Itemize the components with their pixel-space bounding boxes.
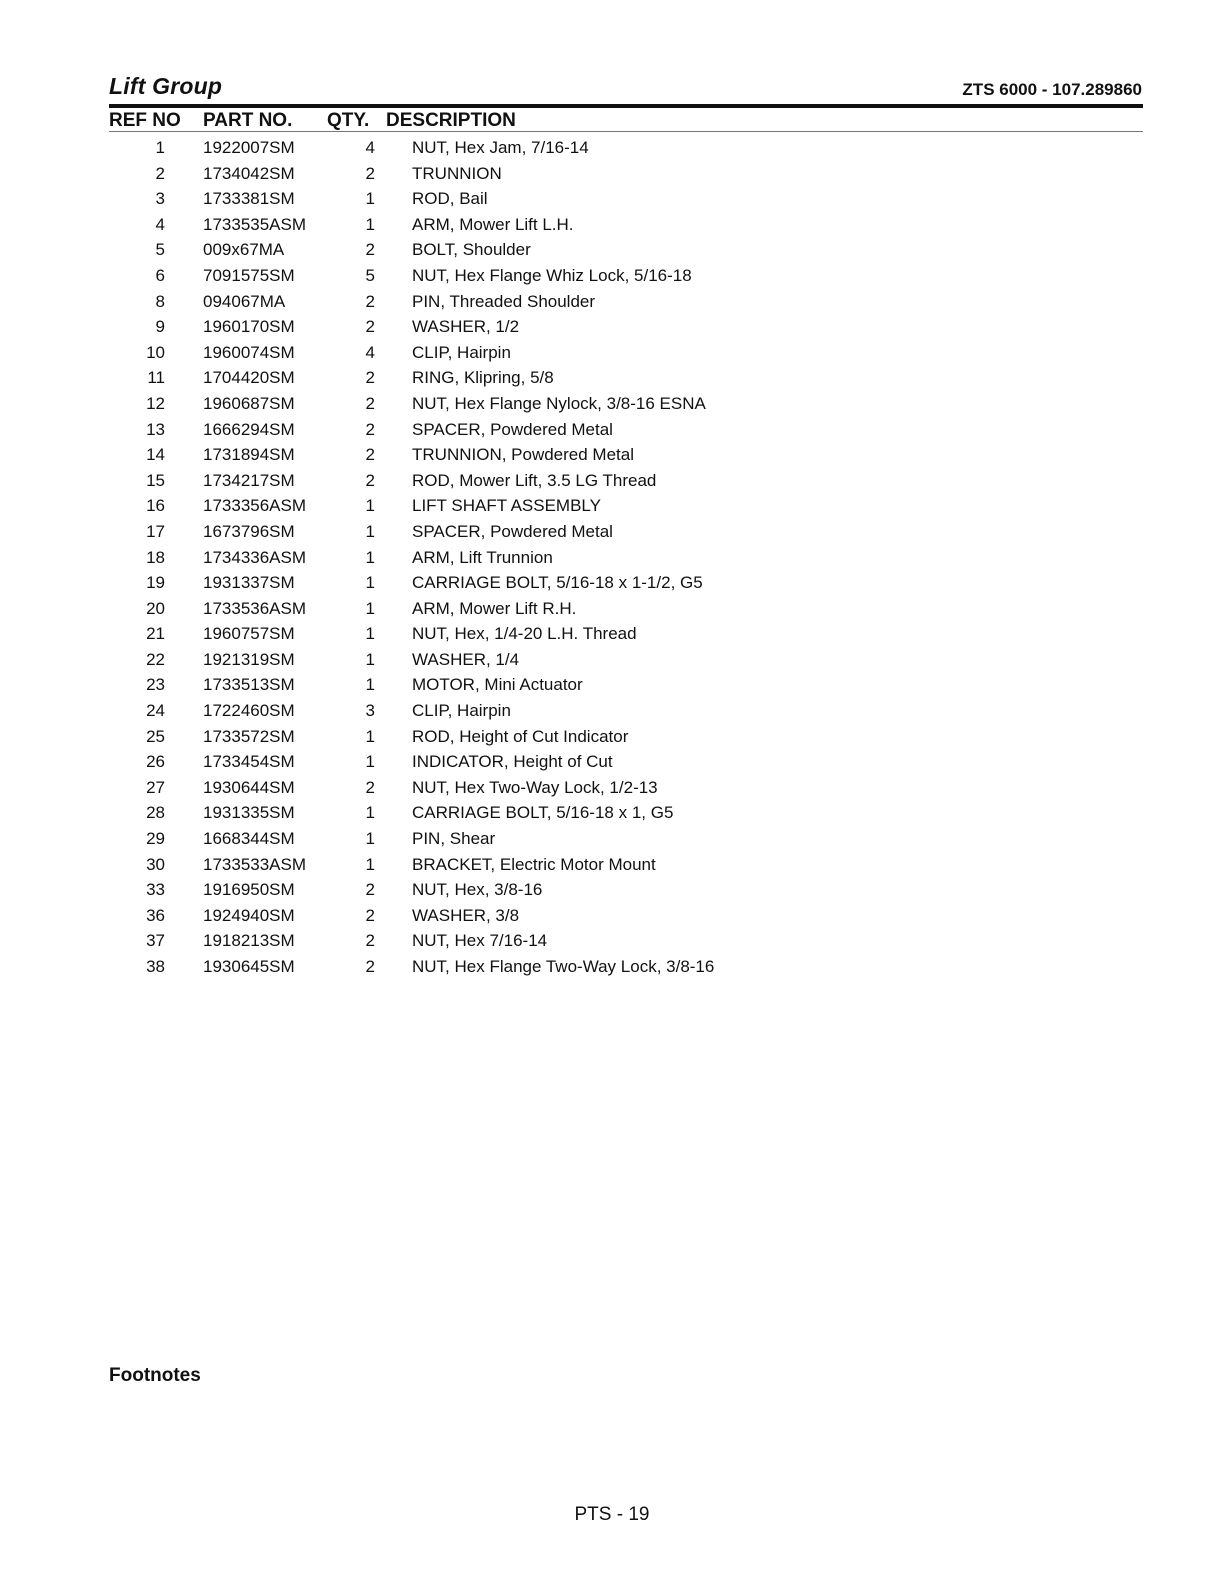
- model-number: ZTS 6000 - 107.289860: [962, 80, 1142, 99]
- description-cell: ROD, Height of Cut Indicator: [412, 726, 629, 746]
- table-row: [109, 392, 1143, 418]
- qty-cell: 2: [365, 240, 375, 260]
- part-no-cell: 1733533ASM: [203, 854, 307, 874]
- table-row: [109, 469, 1143, 495]
- ref-no-cell: 9: [155, 317, 165, 337]
- ref-no-cell: 33: [146, 880, 165, 900]
- table-row: [109, 571, 1143, 597]
- part-no-cell: 1960757SM: [203, 624, 295, 644]
- part-no-cell: 1733454SM: [203, 752, 295, 772]
- qty-cell: 1: [365, 189, 375, 209]
- table-row: [109, 955, 1143, 981]
- description-cell: NUT, Hex Two-Way Lock, 1/2-13: [412, 777, 658, 797]
- part-no-cell: 1733572SM: [203, 726, 295, 746]
- qty-cell: 1: [365, 214, 375, 234]
- part-no-cell: 094067MA: [203, 291, 286, 311]
- table-row: [109, 699, 1143, 725]
- table-row: [109, 725, 1143, 751]
- qty-cell: 2: [365, 419, 375, 439]
- ref-no-cell: 23: [146, 675, 165, 695]
- part-no-cell: 1734336ASM: [203, 547, 307, 567]
- table-row: [109, 750, 1143, 776]
- qty-cell: 2: [365, 368, 375, 388]
- qty-cell: 2: [365, 163, 375, 183]
- part-no-cell: 1733513SM: [203, 675, 295, 695]
- table-row: [109, 315, 1143, 341]
- table-row: [109, 494, 1143, 520]
- description-cell: NUT, Hex Flange Whiz Lock, 5/16-18: [412, 265, 692, 285]
- part-no-cell: 1668344SM: [203, 829, 295, 849]
- description-cell: TRUNNION: [412, 163, 502, 183]
- ref-no-cell: 11: [147, 368, 165, 388]
- ref-no-cell: 19: [146, 573, 165, 593]
- ref-no-cell: 38: [146, 957, 165, 976]
- qty-cell: 1: [365, 649, 375, 669]
- qty-cell: 4: [365, 342, 375, 362]
- qty-cell: 1: [365, 624, 375, 644]
- part-no-cell: 1931335SM: [203, 803, 295, 823]
- description-cell: MOTOR, Mini Actuator: [412, 675, 583, 695]
- qty-cell: 1: [365, 854, 375, 874]
- ref-no-cell: 1: [155, 138, 165, 157]
- table-row: [109, 776, 1143, 802]
- footnotes-heading: Footnotes: [109, 1365, 201, 1386]
- part-no-cell: 1731894SM: [203, 445, 295, 465]
- description-cell: BOLT, Shoulder: [412, 240, 531, 260]
- description-cell: WASHER, 3/8: [412, 905, 520, 925]
- header-divider: [109, 131, 1143, 132]
- qty-cell: 1: [365, 829, 375, 849]
- ref-no-cell: 6: [155, 265, 165, 285]
- table-row: [109, 597, 1143, 623]
- ref-no-cell: 29: [146, 829, 165, 849]
- ref-no-cell: 30: [146, 854, 165, 874]
- description-cell: LIFT SHAFT ASSEMBLY: [412, 496, 601, 516]
- table-row: [109, 238, 1143, 264]
- description-cell: BRACKET, Electric Motor Mount: [412, 854, 656, 874]
- column-header-qty: QTY.: [327, 110, 370, 131]
- ref-no-cell: 17: [146, 521, 165, 541]
- qty-cell: 1: [365, 675, 375, 695]
- part-no-cell: 1930645SM: [203, 957, 295, 976]
- table-row: [109, 904, 1143, 930]
- ref-no-cell: 13: [146, 419, 165, 439]
- table-row: [109, 648, 1143, 674]
- ref-no-cell: 10: [146, 342, 165, 362]
- table-row: [109, 801, 1143, 827]
- description-cell: ARM, Mower Lift R.H.: [412, 598, 577, 618]
- description-cell: PIN, Threaded Shoulder: [412, 291, 596, 311]
- column-header-part-no: PART NO.: [203, 110, 293, 131]
- ref-no-cell: 25: [146, 726, 165, 746]
- qty-cell: 5: [365, 265, 375, 285]
- description-cell: NUT, Hex Flange Nylock, 3/8-16 ESNA: [412, 393, 706, 413]
- ref-no-cell: 37: [146, 931, 165, 951]
- qty-cell: 2: [365, 445, 375, 465]
- ref-no-cell: 26: [146, 752, 165, 772]
- part-no-cell: 1922007SM: [203, 138, 295, 157]
- table-row: [109, 622, 1143, 648]
- description-cell: NUT, Hex, 3/8-16: [412, 880, 543, 900]
- ref-no-cell: 8: [155, 291, 165, 311]
- ref-no-cell: 16: [146, 496, 165, 516]
- table-row: [109, 264, 1143, 290]
- description-cell: NUT, Hex Flange Two-Way Lock, 3/8-16: [412, 957, 715, 976]
- table-row: [109, 162, 1143, 188]
- qty-cell: 2: [365, 291, 375, 311]
- description-cell: SPACER, Powdered Metal: [412, 521, 613, 541]
- part-no-cell: 1733536ASM: [203, 598, 307, 618]
- qty-cell: 1: [365, 573, 375, 593]
- part-no-cell: 7091575SM: [203, 265, 295, 285]
- qty-cell: 2: [365, 957, 375, 976]
- part-no-cell: 1916950SM: [203, 880, 295, 900]
- part-no-cell: 1931337SM: [203, 573, 295, 593]
- title-divider: [109, 104, 1143, 108]
- qty-cell: 1: [365, 752, 375, 772]
- qty-cell: 2: [365, 470, 375, 490]
- table-row: [109, 878, 1143, 904]
- qty-cell: 1: [365, 496, 375, 516]
- qty-cell: 2: [365, 880, 375, 900]
- description-cell: CARRIAGE BOLT, 5/16-18 x 1, G5: [412, 803, 674, 823]
- ref-no-cell: 2: [155, 163, 165, 183]
- qty-cell: 2: [365, 777, 375, 797]
- ref-no-cell: 15: [146, 470, 165, 490]
- table-row: [109, 853, 1143, 879]
- ref-no-cell: 4: [155, 214, 165, 234]
- description-cell: CLIP, Hairpin: [412, 342, 511, 362]
- qty-cell: 2: [365, 393, 375, 413]
- qty-cell: 3: [365, 701, 375, 721]
- description-cell: WASHER, 1/4: [412, 649, 520, 669]
- column-header-ref-no: REF NO: [109, 110, 181, 131]
- table-row: [109, 520, 1143, 546]
- ref-no-cell: 3: [155, 189, 165, 209]
- page-title: Lift Group: [109, 73, 223, 99]
- column-header-description: DESCRIPTION: [386, 110, 516, 131]
- table-header: [109, 110, 1143, 132]
- qty-cell: 2: [365, 317, 375, 337]
- part-no-cell: 1722460SM: [203, 701, 295, 721]
- description-cell: SPACER, Powdered Metal: [412, 419, 613, 439]
- table-row: [109, 213, 1143, 239]
- part-no-cell: 1960687SM: [203, 393, 295, 413]
- description-cell: CARRIAGE BOLT, 5/16-18 x 1-1/2, G5: [412, 573, 703, 593]
- table-row: [109, 290, 1143, 316]
- ref-no-cell: 36: [146, 905, 165, 925]
- ref-no-cell: 27: [146, 777, 165, 797]
- table-row: [109, 546, 1143, 572]
- description-cell: INDICATOR, Height of Cut: [412, 752, 613, 772]
- description-cell: PIN, Shear: [412, 829, 496, 849]
- table-row: [109, 443, 1143, 469]
- part-no-cell: 009x67MA: [203, 240, 285, 260]
- ref-no-cell: 21: [146, 624, 165, 644]
- description-cell: NUT, Hex 7/16-14: [412, 931, 548, 951]
- ref-no-cell: 5: [155, 240, 165, 260]
- table-row: [109, 929, 1143, 955]
- part-no-cell: 1666294SM: [203, 419, 295, 439]
- description-cell: WASHER, 1/2: [412, 317, 520, 337]
- description-cell: ROD, Mower Lift, 3.5 LG Thread: [412, 470, 657, 490]
- table-row: [109, 341, 1143, 367]
- table-row: [109, 673, 1143, 699]
- part-no-cell: 1673796SM: [203, 521, 295, 541]
- part-no-cell: 1918213SM: [203, 931, 295, 951]
- part-no-cell: 1960170SM: [203, 317, 295, 337]
- part-no-cell: 1930644SM: [203, 777, 295, 797]
- part-no-cell: 1734042SM: [203, 163, 295, 183]
- qty-cell: 1: [365, 803, 375, 823]
- ref-no-cell: 18: [146, 547, 165, 567]
- table-row: [109, 366, 1143, 392]
- page-number: PTS - 19: [574, 1504, 650, 1525]
- qty-cell: 1: [365, 598, 375, 618]
- description-cell: CLIP, Hairpin: [412, 701, 511, 721]
- ref-no-cell: 22: [146, 649, 165, 669]
- table-row: [109, 136, 1143, 162]
- part-no-cell: 1734217SM: [203, 470, 295, 490]
- part-no-cell: 1960074SM: [203, 342, 295, 362]
- parts-list: [109, 136, 1143, 981]
- ref-no-cell: 14: [146, 445, 165, 465]
- ref-no-cell: 20: [146, 598, 165, 618]
- description-cell: RING, Klipring, 5/8: [412, 368, 554, 388]
- description-cell: ARM, Mower Lift L.H.: [412, 214, 574, 234]
- description-cell: ARM, Lift Trunnion: [412, 547, 553, 567]
- qty-cell: 4: [365, 138, 375, 157]
- qty-cell: 2: [365, 931, 375, 951]
- table-row: [109, 827, 1143, 853]
- description-cell: ROD, Bail: [412, 189, 488, 209]
- qty-cell: 1: [365, 521, 375, 541]
- ref-no-cell: 24: [146, 701, 165, 721]
- description-cell: NUT, Hex, 1/4-20 L.H. Thread: [412, 624, 637, 644]
- qty-cell: 1: [365, 726, 375, 746]
- part-no-cell: 1704420SM: [203, 368, 295, 388]
- table-row: [109, 187, 1143, 213]
- ref-no-cell: 12: [146, 393, 165, 413]
- part-no-cell: 1733535ASM: [203, 214, 307, 234]
- qty-cell: 2: [365, 905, 375, 925]
- part-no-cell: 1921319SM: [203, 649, 295, 669]
- ref-no-cell: 28: [146, 803, 165, 823]
- part-no-cell: 1733381SM: [203, 189, 295, 209]
- part-no-cell: 1924940SM: [203, 905, 295, 925]
- qty-cell: 1: [365, 547, 375, 567]
- description-cell: TRUNNION, Powdered Metal: [412, 445, 635, 465]
- part-no-cell: 1733356ASM: [203, 496, 307, 516]
- description-cell: NUT, Hex Jam, 7/16-14: [412, 138, 589, 157]
- table-row: [109, 418, 1143, 444]
